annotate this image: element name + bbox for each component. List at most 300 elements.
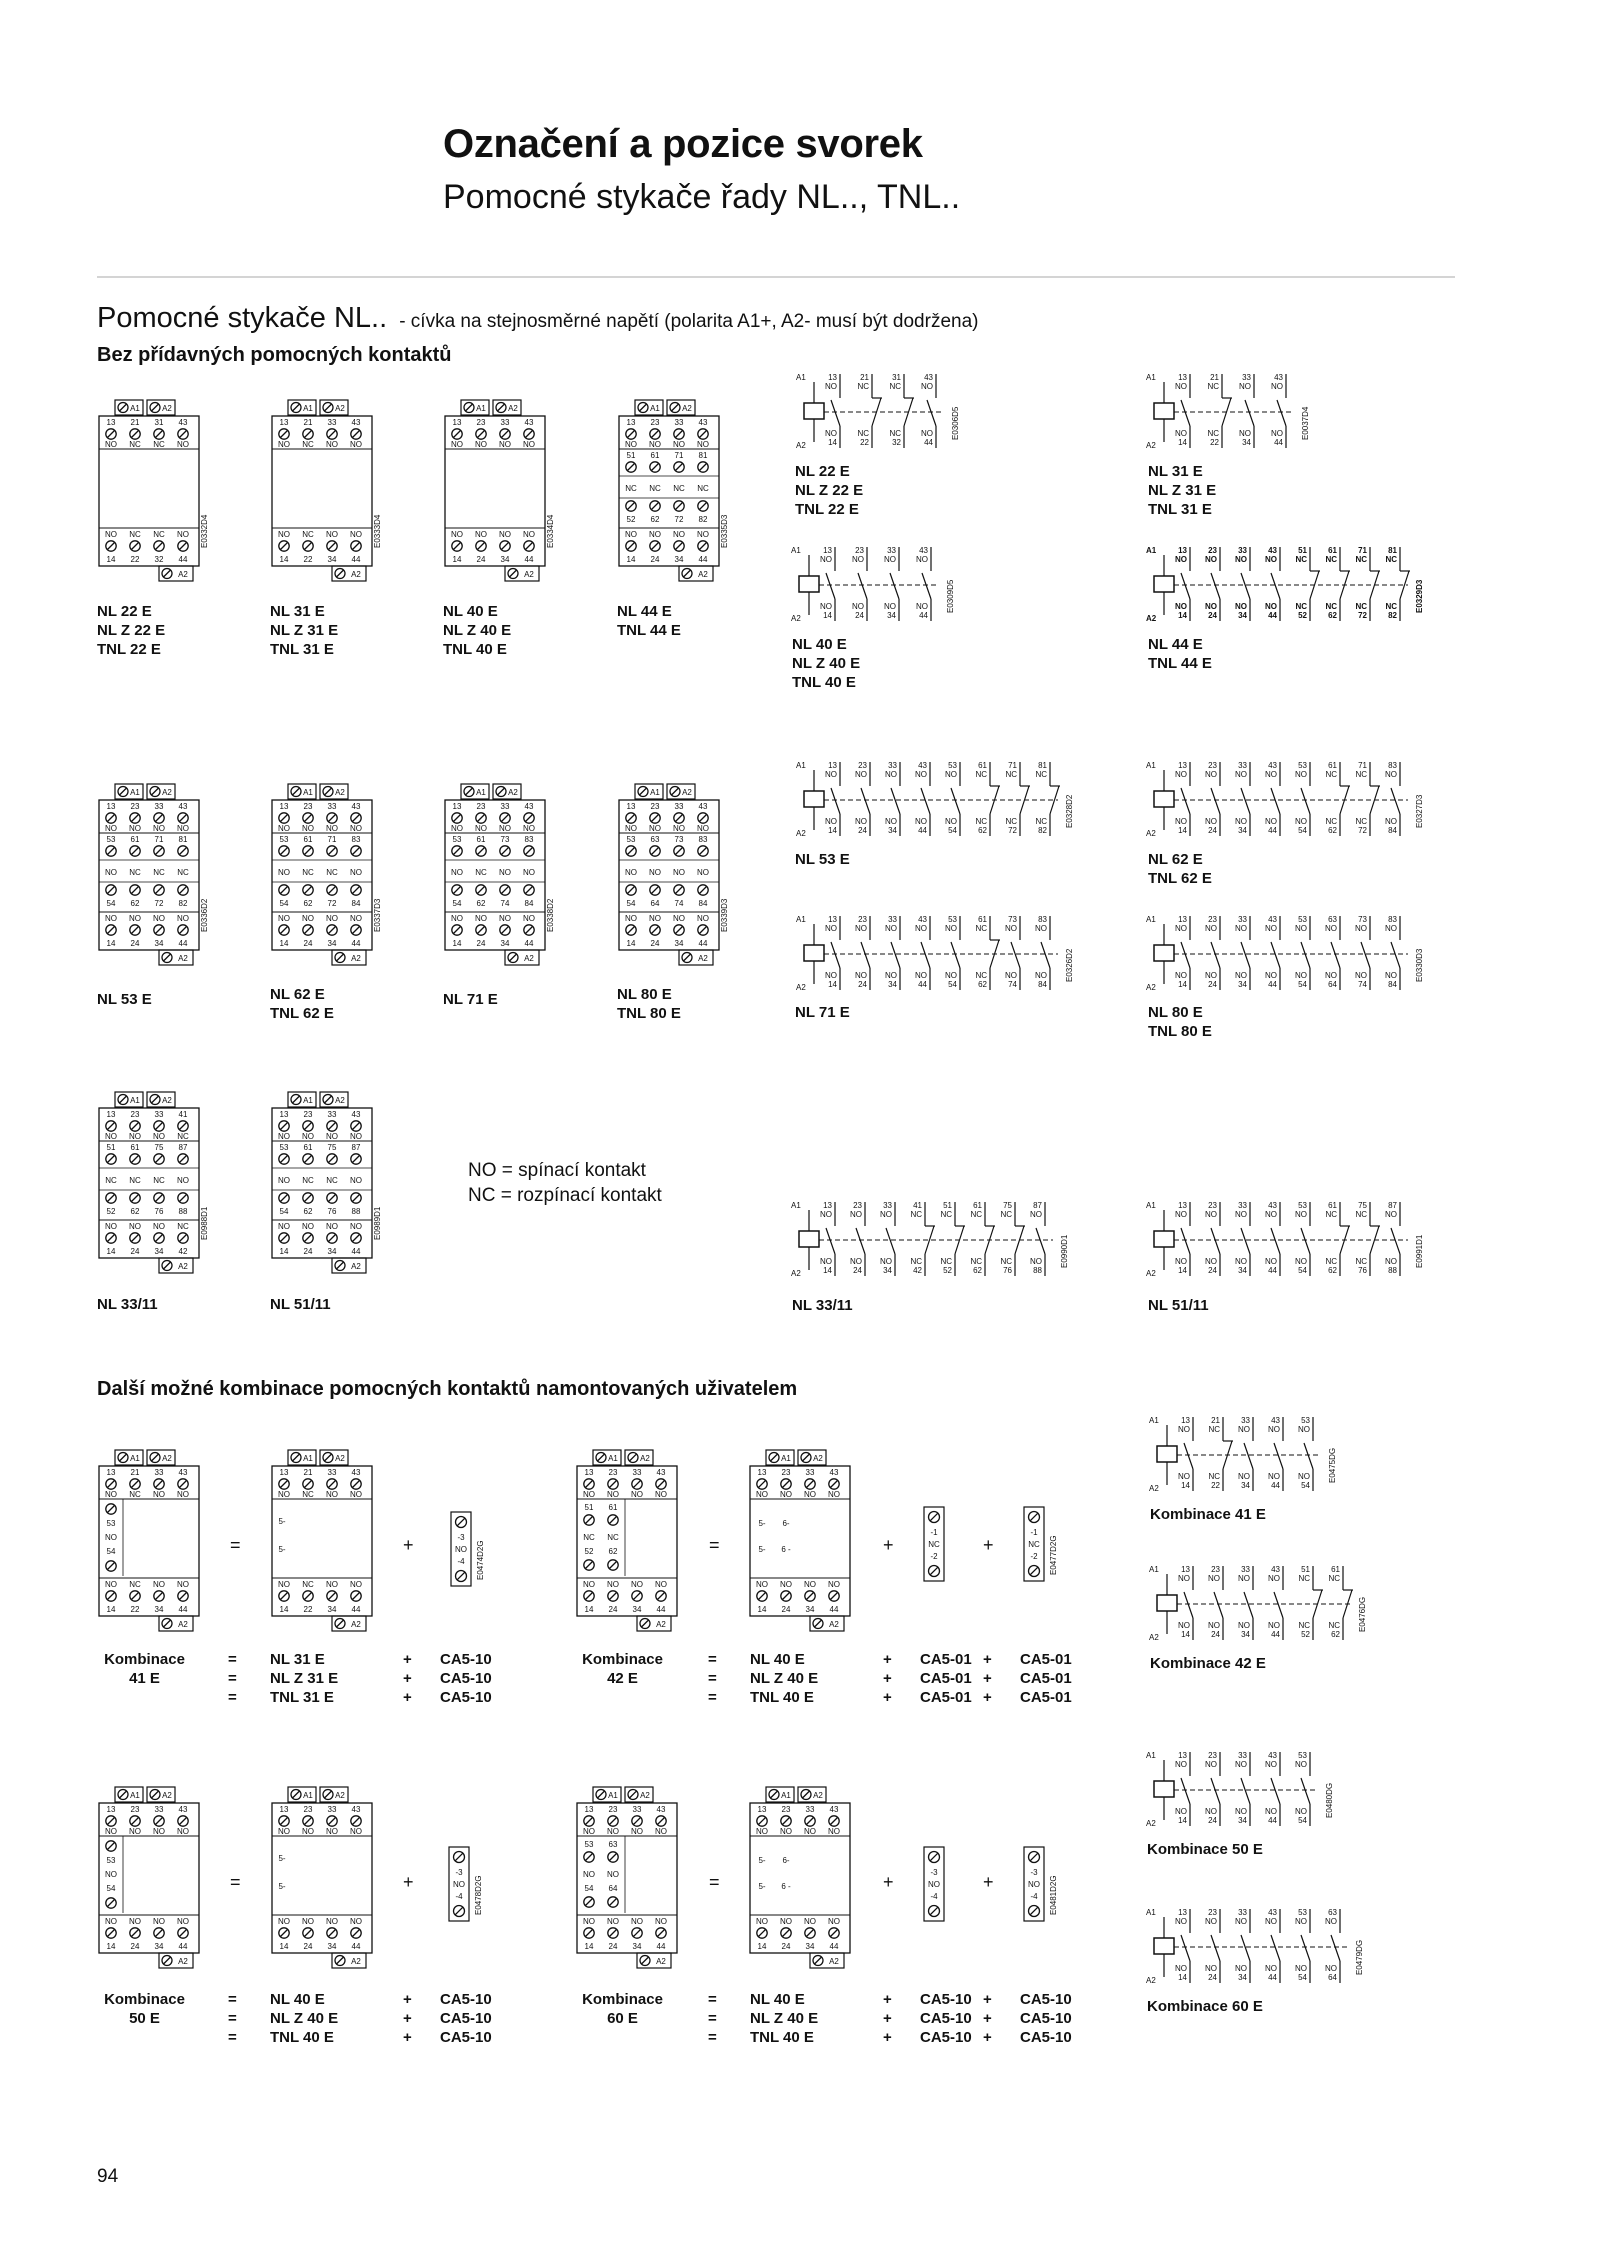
svg-text:5-: 5- (278, 1882, 286, 1891)
svg-text:NO: NO (583, 1580, 595, 1589)
svg-text:83: 83 (1388, 761, 1397, 770)
svg-text:33: 33 (500, 418, 510, 427)
svg-text:14: 14 (1178, 1816, 1187, 1825)
svg-text:NO: NO (1175, 1760, 1187, 1769)
combo-cell: TNL 31 E (270, 1689, 334, 1706)
svg-text:34: 34 (327, 1247, 337, 1256)
svg-text:13: 13 (106, 1110, 116, 1119)
schematic-label-s22: NL 22 E NL Z 22 E TNL 22 E (795, 463, 864, 518)
svg-text:A1: A1 (791, 1201, 801, 1210)
svg-text:22: 22 (303, 555, 313, 564)
combinations-heading: Další možné kombinace pomocných kontaktů namontovaných uživatelem (97, 1378, 798, 1400)
combo-50-base (270, 1785, 380, 1975)
svg-text:54: 54 (106, 1884, 116, 1893)
combo-cell: CA5-10 (440, 1670, 492, 1687)
combo-cell: NL Z 40 E (750, 2010, 819, 2027)
svg-text:52: 52 (584, 1547, 594, 1556)
svg-text:87: 87 (178, 1143, 188, 1152)
svg-text:62: 62 (650, 515, 660, 524)
svg-text:24: 24 (1208, 1973, 1217, 1982)
svg-text:14: 14 (626, 555, 636, 564)
svg-text:NC: NC (153, 530, 165, 539)
svg-text:53: 53 (106, 1856, 116, 1865)
svg-text:NO: NO (153, 824, 165, 833)
schematic-label-s71: NL 71 E (795, 1004, 850, 1021)
svg-text:34: 34 (1238, 1973, 1247, 1982)
svg-text:NO: NO (1205, 924, 1217, 933)
svg-text:72: 72 (674, 515, 684, 524)
svg-text:61: 61 (1331, 1565, 1340, 1574)
svg-text:33: 33 (1242, 373, 1251, 382)
svg-text:NO: NO (177, 824, 189, 833)
combo-60-addon-1 (918, 1845, 968, 1925)
combo-60-addon-2 (1018, 1845, 1068, 1925)
svg-text:13: 13 (823, 1201, 832, 1210)
svg-text:NC: NC (1035, 817, 1047, 826)
svg-text:NO: NO (451, 914, 463, 923)
svg-text:13: 13 (1178, 1751, 1187, 1760)
combo-cell: + (983, 1670, 992, 1687)
svg-text:14: 14 (279, 1605, 289, 1614)
svg-text:NO: NO (1295, 924, 1307, 933)
svg-text:NO: NO (105, 1580, 117, 1589)
svg-text:A1: A1 (1146, 915, 1156, 924)
svg-text:76: 76 (327, 1207, 337, 1216)
schematic-label-k50: Kombinace 50 E (1147, 1841, 1263, 1858)
svg-text:A2: A2 (1146, 1976, 1156, 1985)
svg-text:44: 44 (1268, 611, 1277, 620)
svg-text:A1: A1 (303, 788, 313, 797)
svg-text:43: 43 (1268, 1201, 1277, 1210)
svg-text:NO: NO (804, 1917, 816, 1926)
svg-text:NO: NO (451, 868, 463, 877)
svg-text:54: 54 (1298, 980, 1307, 989)
svg-text:NO: NO (302, 1222, 314, 1231)
svg-text:NC: NC (177, 868, 189, 877)
combo-cell: + (983, 2010, 992, 2027)
svg-text:23: 23 (1208, 1908, 1217, 1917)
svg-text:44: 44 (351, 1942, 361, 1951)
svg-text:A2: A2 (640, 1454, 650, 1463)
svg-text:NO: NO (278, 440, 290, 449)
svg-text:A2: A2 (162, 1096, 172, 1105)
svg-text:13: 13 (106, 1468, 116, 1477)
svg-text:NO: NO (804, 1580, 816, 1589)
svg-text:33: 33 (1238, 1201, 1247, 1210)
svg-text:24: 24 (858, 980, 867, 989)
header-divider (97, 276, 1455, 278)
svg-text:NO: NO (1265, 602, 1277, 611)
svg-text:-4: -4 (455, 1892, 463, 1901)
svg-text:NC: NC (1000, 1210, 1012, 1219)
svg-text:61: 61 (1328, 546, 1337, 555)
svg-text:NO: NO (1265, 1210, 1277, 1219)
svg-text:A1: A1 (303, 1454, 313, 1463)
svg-text:14: 14 (626, 939, 636, 948)
svg-text:44: 44 (924, 438, 933, 447)
svg-text:13: 13 (1181, 1565, 1190, 1574)
svg-text:73: 73 (500, 835, 510, 844)
svg-text:53: 53 (584, 1840, 594, 1849)
svg-text:21: 21 (1211, 1416, 1220, 1425)
svg-text:NO: NO (828, 1490, 840, 1499)
svg-text:A2: A2 (1146, 829, 1156, 838)
svg-text:NO: NO (804, 1827, 816, 1836)
svg-text:43: 43 (524, 418, 534, 427)
svg-text:NO: NO (1325, 924, 1337, 933)
svg-text:63: 63 (608, 1840, 618, 1849)
svg-text:A2: A2 (791, 614, 801, 623)
svg-text:NO: NO (129, 1827, 141, 1836)
combo-50-addon (443, 1845, 493, 1925)
svg-text:64: 64 (1328, 1973, 1337, 1982)
combo-cell: + (403, 2029, 412, 2046)
svg-text:NO: NO (177, 914, 189, 923)
svg-text:NO: NO (673, 440, 685, 449)
svg-text:62: 62 (978, 826, 987, 835)
svg-text:44: 44 (698, 555, 708, 564)
svg-text:NO: NO (523, 440, 535, 449)
svg-text:NO: NO (825, 924, 837, 933)
svg-text:43: 43 (524, 802, 534, 811)
svg-text:A2: A2 (508, 404, 518, 413)
svg-text:23: 23 (130, 802, 140, 811)
svg-text:84: 84 (1388, 980, 1397, 989)
svg-text:34: 34 (1238, 1816, 1247, 1825)
svg-text:23: 23 (476, 418, 486, 427)
svg-text:NO: NO (880, 1257, 892, 1266)
svg-text:34: 34 (883, 1266, 892, 1275)
svg-text:43: 43 (1268, 915, 1277, 924)
svg-text:51: 51 (1298, 546, 1307, 555)
svg-text:NO: NO (499, 868, 511, 877)
svg-text:43: 43 (351, 418, 361, 427)
legend-no: NO = spínací kontakt (468, 1160, 646, 1181)
svg-text:71: 71 (1358, 761, 1367, 770)
svg-text:81: 81 (1038, 761, 1047, 770)
svg-text:NC: NC (129, 1580, 141, 1589)
svg-text:NO: NO (756, 1580, 768, 1589)
svg-text:NO: NO (1035, 924, 1047, 933)
svg-text:52: 52 (1298, 611, 1307, 620)
svg-text:NO: NO (105, 914, 117, 923)
schematic-label-s44: NL 44 E TNL 44 E (1148, 636, 1212, 672)
svg-text:NC: NC (1355, 1210, 1367, 1219)
svg-text:73: 73 (1358, 915, 1367, 924)
svg-text:NO: NO (350, 1827, 362, 1836)
svg-text:A1: A1 (781, 1791, 791, 1800)
svg-text:E0329D3: E0329D3 (1415, 579, 1424, 613)
svg-text:-3: -3 (1030, 1868, 1038, 1877)
svg-text:NC: NC (1000, 1257, 1012, 1266)
svg-text:44: 44 (1268, 980, 1277, 989)
svg-text:33: 33 (674, 418, 684, 427)
svg-text:NO: NO (1238, 1472, 1250, 1481)
svg-text:NO: NO (475, 440, 487, 449)
svg-text:33: 33 (1241, 1565, 1250, 1574)
combo-50-result (97, 1785, 207, 1975)
svg-text:21: 21 (130, 1468, 140, 1477)
svg-text:33: 33 (154, 1805, 164, 1814)
svg-text:NO: NO (499, 824, 511, 833)
legend-nc: NC = rozpínací kontakt (468, 1185, 662, 1206)
svg-text:NO: NO (649, 914, 661, 923)
svg-text:61: 61 (608, 1503, 618, 1512)
svg-text:A2: A2 (796, 983, 806, 992)
svg-text:14: 14 (1181, 1630, 1190, 1639)
svg-text:13: 13 (1178, 761, 1187, 770)
combo-cell: = (708, 1651, 717, 1668)
svg-text:NC: NC (153, 1176, 165, 1185)
svg-text:NO: NO (828, 1827, 840, 1836)
svg-text:NO: NO (825, 971, 837, 980)
svg-text:E0333D4: E0333D4 (373, 514, 382, 548)
svg-text:NO: NO (129, 1132, 141, 1141)
svg-text:24: 24 (1211, 1630, 1220, 1639)
svg-text:NO: NO (625, 914, 637, 923)
combo-cell: = (228, 2010, 237, 2027)
svg-text:24: 24 (781, 1942, 791, 1951)
svg-text:83: 83 (524, 835, 534, 844)
svg-text:83: 83 (1388, 915, 1397, 924)
svg-text:6-: 6- (782, 1856, 790, 1865)
svg-text:NO: NO (1175, 429, 1187, 438)
svg-text:43: 43 (351, 1110, 361, 1119)
svg-text:76: 76 (154, 1207, 164, 1216)
svg-text:NO: NO (475, 824, 487, 833)
svg-text:34: 34 (1241, 1481, 1250, 1490)
combo-60-result (575, 1785, 685, 1975)
svg-text:72: 72 (327, 899, 337, 908)
combo-cell: CA5-10 (440, 2010, 492, 2027)
svg-text:23: 23 (303, 1110, 313, 1119)
svg-text:32: 32 (154, 555, 164, 564)
svg-text:A1: A1 (130, 788, 140, 797)
device-drawing-nl22 (97, 398, 207, 588)
combo-cell: NL Z 40 E (270, 2010, 339, 2027)
svg-text:E0337D3: E0337D3 (373, 898, 382, 932)
svg-text:14: 14 (452, 555, 462, 564)
combo-42-result (575, 1448, 685, 1638)
combo-cell: + (403, 2010, 412, 2027)
svg-text:A2: A2 (791, 1269, 801, 1278)
svg-text:NO: NO (1235, 924, 1247, 933)
svg-text:NC: NC (673, 484, 685, 493)
svg-text:14: 14 (1178, 438, 1187, 447)
svg-text:E0474D2G: E0474D2G (476, 1540, 485, 1580)
combo-60-name: Kombinace 60 E (582, 1991, 663, 2027)
section-subheading: Bez přídavných pomocných kontaktů (97, 344, 452, 366)
svg-text:NO: NO (1295, 817, 1307, 826)
svg-text:62: 62 (1328, 826, 1337, 835)
svg-text:5-: 5- (758, 1519, 766, 1528)
svg-text:E0330D3: E0330D3 (1415, 948, 1424, 982)
svg-text:NO: NO (1265, 1257, 1277, 1266)
schematic-label-k60: Kombinace 60 E (1147, 1998, 1263, 2015)
combo-cell: NL 40 E (750, 1991, 805, 2008)
svg-text:NO: NO (278, 1132, 290, 1141)
svg-text:23: 23 (858, 915, 867, 924)
svg-text:82: 82 (698, 515, 708, 524)
svg-text:E0332D4: E0332D4 (200, 514, 209, 548)
svg-text:NO: NO (607, 1917, 619, 1926)
svg-text:84: 84 (698, 899, 708, 908)
svg-text:61: 61 (978, 915, 987, 924)
svg-text:22: 22 (303, 1605, 313, 1614)
svg-text:E0335D3: E0335D3 (720, 514, 729, 548)
svg-text:44: 44 (1268, 1816, 1277, 1825)
svg-text:61: 61 (130, 835, 140, 844)
svg-text:33: 33 (1238, 761, 1247, 770)
svg-text:33: 33 (1238, 1908, 1247, 1917)
svg-text:43: 43 (351, 1468, 361, 1477)
svg-text:NO: NO (350, 530, 362, 539)
svg-text:NO: NO (625, 868, 637, 877)
svg-text:14: 14 (584, 1605, 594, 1614)
svg-text:43: 43 (919, 546, 928, 555)
svg-text:13: 13 (452, 418, 462, 427)
svg-text:A2: A2 (178, 570, 188, 579)
svg-text:NC: NC (910, 1210, 922, 1219)
svg-text:NO: NO (451, 440, 463, 449)
svg-text:51: 51 (584, 1503, 594, 1512)
svg-text:NO: NO (655, 1580, 667, 1589)
svg-text:13: 13 (757, 1468, 767, 1477)
schematic-label-k42: Kombinace 42 E (1150, 1655, 1266, 1672)
svg-text:14: 14 (1178, 980, 1187, 989)
svg-text:23: 23 (303, 1805, 313, 1814)
svg-text:13: 13 (279, 1110, 289, 1119)
svg-text:NO: NO (326, 1490, 338, 1499)
svg-text:NO: NO (1268, 1425, 1280, 1434)
svg-text:33: 33 (327, 1110, 337, 1119)
svg-text:62: 62 (973, 1266, 982, 1275)
svg-text:E0989D1: E0989D1 (373, 1206, 382, 1240)
svg-text:44: 44 (351, 1247, 361, 1256)
svg-text:NO: NO (1295, 770, 1307, 779)
svg-text:NO: NO (302, 824, 314, 833)
svg-text:43: 43 (1271, 1416, 1280, 1425)
device-label-nl22: NL 22 E NL Z 22 E TNL 22 E (97, 603, 166, 658)
svg-text:33: 33 (632, 1805, 642, 1814)
svg-text:NC: NC (1328, 1574, 1340, 1583)
svg-text:76: 76 (1358, 1266, 1367, 1275)
svg-text:NO: NO (625, 530, 637, 539)
combo-cell: = (708, 2010, 717, 2027)
svg-text:NO: NO (1205, 1210, 1217, 1219)
svg-text:44: 44 (524, 555, 534, 564)
svg-text:E0480DG: E0480DG (1325, 1782, 1334, 1818)
svg-text:33: 33 (805, 1805, 815, 1814)
svg-text:41: 41 (913, 1201, 922, 1210)
svg-text:44: 44 (351, 1605, 361, 1614)
svg-text:14: 14 (1178, 611, 1187, 620)
svg-text:NO: NO (523, 914, 535, 923)
svg-text:A1: A1 (650, 788, 660, 797)
svg-text:33: 33 (1238, 1751, 1247, 1760)
svg-text:5-: 5- (278, 1545, 286, 1554)
schematic-s44 (1140, 543, 1440, 625)
svg-text:24: 24 (608, 1605, 618, 1614)
svg-text:54: 54 (279, 1207, 289, 1216)
svg-text:A2: A2 (682, 788, 692, 797)
svg-text:NO: NO (1205, 1964, 1217, 1973)
combo-cell: CA5-10 (440, 1689, 492, 1706)
svg-text:NO: NO (945, 971, 957, 980)
svg-text:14: 14 (828, 826, 837, 835)
svg-text:NC: NC (302, 1490, 314, 1499)
svg-text:NO: NO (673, 914, 685, 923)
svg-text:A2: A2 (1149, 1484, 1159, 1493)
svg-text:NO: NO (1030, 1257, 1042, 1266)
svg-text:62: 62 (303, 1207, 313, 1216)
svg-text:NO: NO (326, 914, 338, 923)
svg-text:13: 13 (757, 1805, 767, 1814)
combo-cell: + (983, 2029, 992, 2046)
svg-text:NO: NO (1035, 971, 1047, 980)
combo-cell: = (708, 1991, 717, 2008)
svg-text:62: 62 (608, 1547, 618, 1556)
svg-text:33: 33 (887, 546, 896, 555)
svg-text:NC: NC (1355, 1257, 1367, 1266)
svg-text:74: 74 (674, 899, 684, 908)
combo-cell: + (883, 1651, 892, 1668)
svg-text:NO: NO (631, 1580, 643, 1589)
svg-text:NC: NC (1325, 602, 1337, 611)
svg-text:14: 14 (279, 1942, 289, 1951)
svg-text:22: 22 (860, 438, 869, 447)
svg-text:33: 33 (154, 1468, 164, 1477)
svg-text:44: 44 (1268, 1973, 1277, 1982)
svg-text:NO: NO (129, 1917, 141, 1926)
svg-text:A2: A2 (698, 954, 708, 963)
svg-text:NO: NO (625, 440, 637, 449)
svg-text:51: 51 (626, 451, 636, 460)
svg-text:E0481D2G: E0481D2G (1049, 1875, 1058, 1915)
svg-text:NC: NC (475, 868, 487, 877)
svg-text:32: 32 (892, 438, 901, 447)
svg-text:14: 14 (828, 438, 837, 447)
svg-text:33: 33 (888, 761, 897, 770)
svg-text:34: 34 (1238, 826, 1247, 835)
svg-text:NO: NO (278, 1176, 290, 1185)
svg-text:23: 23 (1208, 546, 1217, 555)
schematic-label-s53: NL 53 E (795, 851, 850, 868)
svg-text:NC: NC (857, 382, 869, 391)
svg-text:43: 43 (918, 761, 927, 770)
schematic-s22 (790, 370, 1030, 452)
svg-text:44: 44 (1274, 438, 1283, 447)
svg-text:44: 44 (829, 1942, 839, 1951)
svg-text:82: 82 (1038, 826, 1047, 835)
svg-text:54: 54 (279, 899, 289, 908)
combo-cell: CA5-10 (920, 2029, 972, 2046)
svg-text:NO: NO (278, 914, 290, 923)
svg-text:NO: NO (302, 914, 314, 923)
schematic-s31 (1140, 370, 1380, 452)
svg-text:NO: NO (278, 1222, 290, 1231)
combo-cell: CA5-01 (920, 1651, 972, 1668)
svg-text:NO: NO (1205, 770, 1217, 779)
svg-text:14: 14 (106, 1605, 116, 1614)
svg-text:23: 23 (303, 802, 313, 811)
svg-text:NO: NO (1385, 924, 1397, 933)
schematic-label-s33: NL 33/11 (792, 1297, 853, 1314)
combo-cell: + (983, 1651, 992, 1668)
svg-text:NO: NO (1235, 1964, 1247, 1973)
svg-text:NO: NO (105, 1132, 117, 1141)
svg-text:13: 13 (279, 802, 289, 811)
